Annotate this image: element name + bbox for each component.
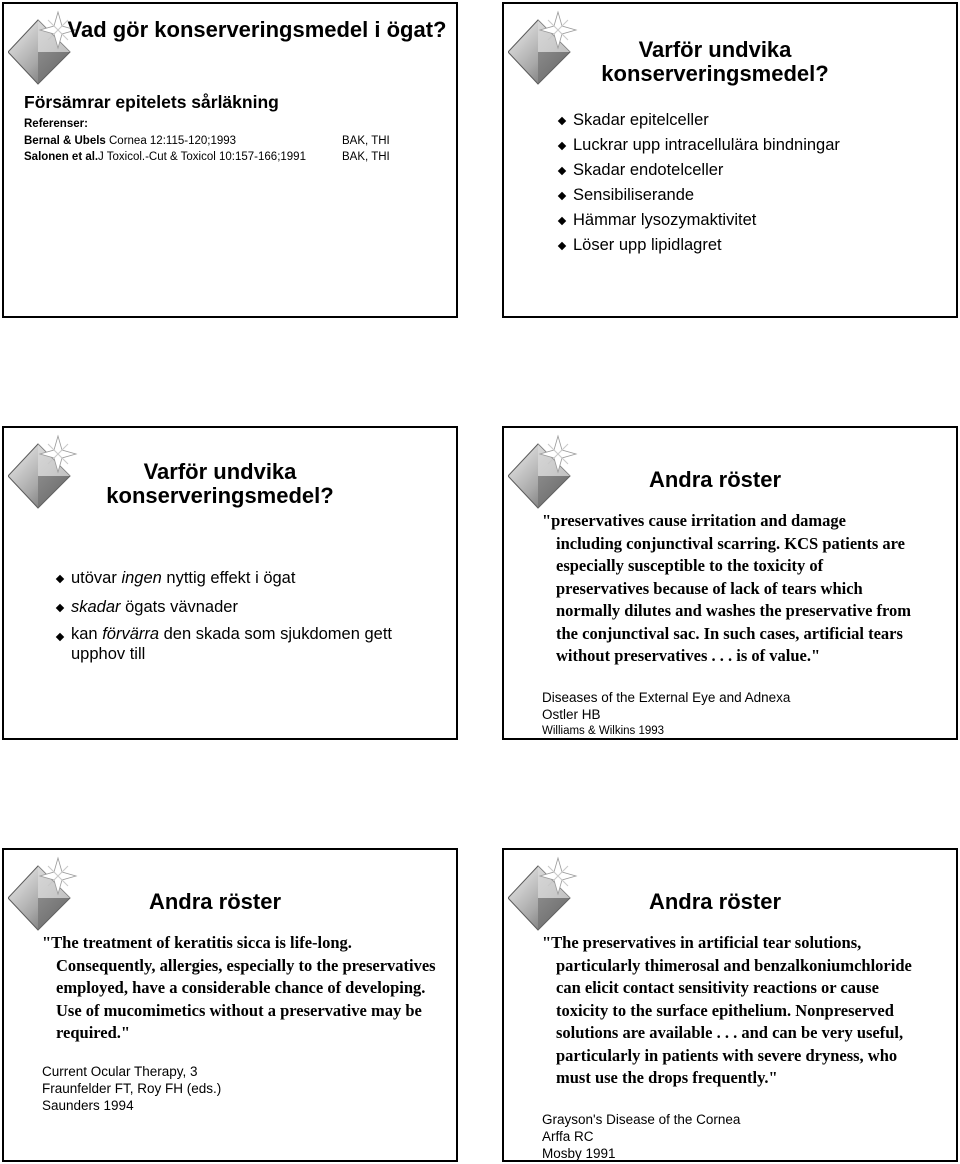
reference-author: Salonen et al. bbox=[24, 151, 99, 163]
slide-5-title: Andra röster bbox=[148, 889, 282, 914]
bullet-item: Sensibiliserande bbox=[558, 183, 948, 208]
diamond-star-logo-icon bbox=[508, 434, 588, 514]
slide-1-subtitle: Försämrar epitelets sårläkning bbox=[24, 92, 279, 112]
citation-title: Grayson's Disease of the Cornea bbox=[542, 1112, 741, 1127]
bullet-item: Hämmar lysozymaktivitet bbox=[558, 208, 948, 233]
bullet-item: skadar ögats vävnader bbox=[56, 595, 411, 620]
slide-2-title: Varför undvika konserveringsmedel? bbox=[601, 37, 829, 86]
slide-6-title: Andra röster bbox=[648, 889, 782, 914]
bullet-item: Luckrar upp intracellulära bindningar bbox=[558, 133, 948, 158]
diamond-star-logo-icon bbox=[8, 856, 88, 936]
emphasis-text: förvärra bbox=[102, 625, 160, 643]
bullet-item: kan förvärra den skada som sjukdomen gett upphov till bbox=[56, 624, 411, 664]
bullet-item: Skadar endotelceller bbox=[558, 158, 948, 183]
citation-publisher: Williams & Wilkins 1993 bbox=[542, 725, 665, 737]
reference-row bbox=[24, 135, 444, 151]
slide-4-title: Andra röster bbox=[648, 467, 782, 492]
reference-tag: BAK, THI bbox=[342, 151, 390, 163]
bullet-item: Skadar epitelceller bbox=[558, 108, 948, 133]
bullet-item: utövar ingen nyttig effekt i ögat bbox=[56, 566, 411, 591]
reference-source: J Toxicol.-Cut & Toxicol 10:157-166;1991 bbox=[98, 151, 306, 163]
reference-row bbox=[24, 151, 444, 167]
references-label: Referenser: bbox=[24, 118, 88, 130]
slide-2-bullet-list bbox=[558, 108, 948, 258]
citation bbox=[542, 689, 790, 740]
reference-source: Cornea 12:115-120;1993 bbox=[109, 135, 237, 147]
slide-6 bbox=[502, 848, 958, 1162]
slide-4 bbox=[502, 426, 958, 740]
slide-3-bullet-list bbox=[56, 566, 411, 664]
citation-author: Ostler HB bbox=[542, 707, 601, 722]
citation-title: Diseases of the External Eye and Adnexa bbox=[542, 690, 791, 705]
quote-text: "preservatives cause irritation and damage including conjunctival scarring. KCS patients are especially susceptible to the toxicity of preservatives because of lack of tears which normally dilutes and washes the preservative from the conjunctival sac. In such cases, artificial tears without preservatives . . . is of value." bbox=[542, 511, 912, 665]
diamond-star-logo-icon bbox=[508, 10, 588, 90]
diamond-star-logo-icon bbox=[508, 856, 588, 936]
citation bbox=[542, 1111, 740, 1162]
citation-publisher: Mosby 1991 bbox=[542, 1146, 616, 1161]
slide-2 bbox=[502, 2, 958, 318]
emphasis-text: ingen bbox=[121, 569, 162, 587]
citation-title: Current Ocular Therapy, 3 bbox=[42, 1064, 198, 1079]
slide-3 bbox=[2, 426, 458, 740]
citation-author: Fraunfelder FT, Roy FH (eds.) bbox=[42, 1081, 222, 1096]
slide-5 bbox=[2, 848, 458, 1162]
diamond-star-logo-icon bbox=[8, 434, 88, 514]
emphasis-text: skadar bbox=[71, 598, 121, 616]
reference-tag: BAK, THI bbox=[342, 135, 390, 147]
slide-1 bbox=[2, 2, 458, 318]
quote-text: "The treatment of keratitis sicca is life-long. Consequently, allergies, especially to the preservatives employed, have a considerable chance of developing. Use of mucomimetics without a preservative may be required." bbox=[42, 933, 436, 1042]
reference-author: Bernal & Ubels bbox=[24, 135, 106, 147]
slide-1-title: Vad gör konserveringsmedel i ögat? bbox=[67, 17, 447, 42]
citation-publisher: Saunders 1994 bbox=[42, 1098, 134, 1113]
bullet-item: Löser upp lipidlagret bbox=[558, 233, 948, 258]
citation-author: Arffa RC bbox=[542, 1129, 594, 1144]
slide-3-title: Varför undvika konserveringsmedel? bbox=[106, 459, 334, 508]
quote-text: "The preservatives in artificial tear solutions, particularly thimerosal and benzalkoniumchloride can elicit contact sensitivity reactions or cause toxicity to the surface epithelium. Nonpreserved solutions are available . . . and can be very useful, particularly in patients with severe dryness, who must use the drops frequently." bbox=[542, 933, 912, 1087]
citation bbox=[42, 1063, 221, 1114]
